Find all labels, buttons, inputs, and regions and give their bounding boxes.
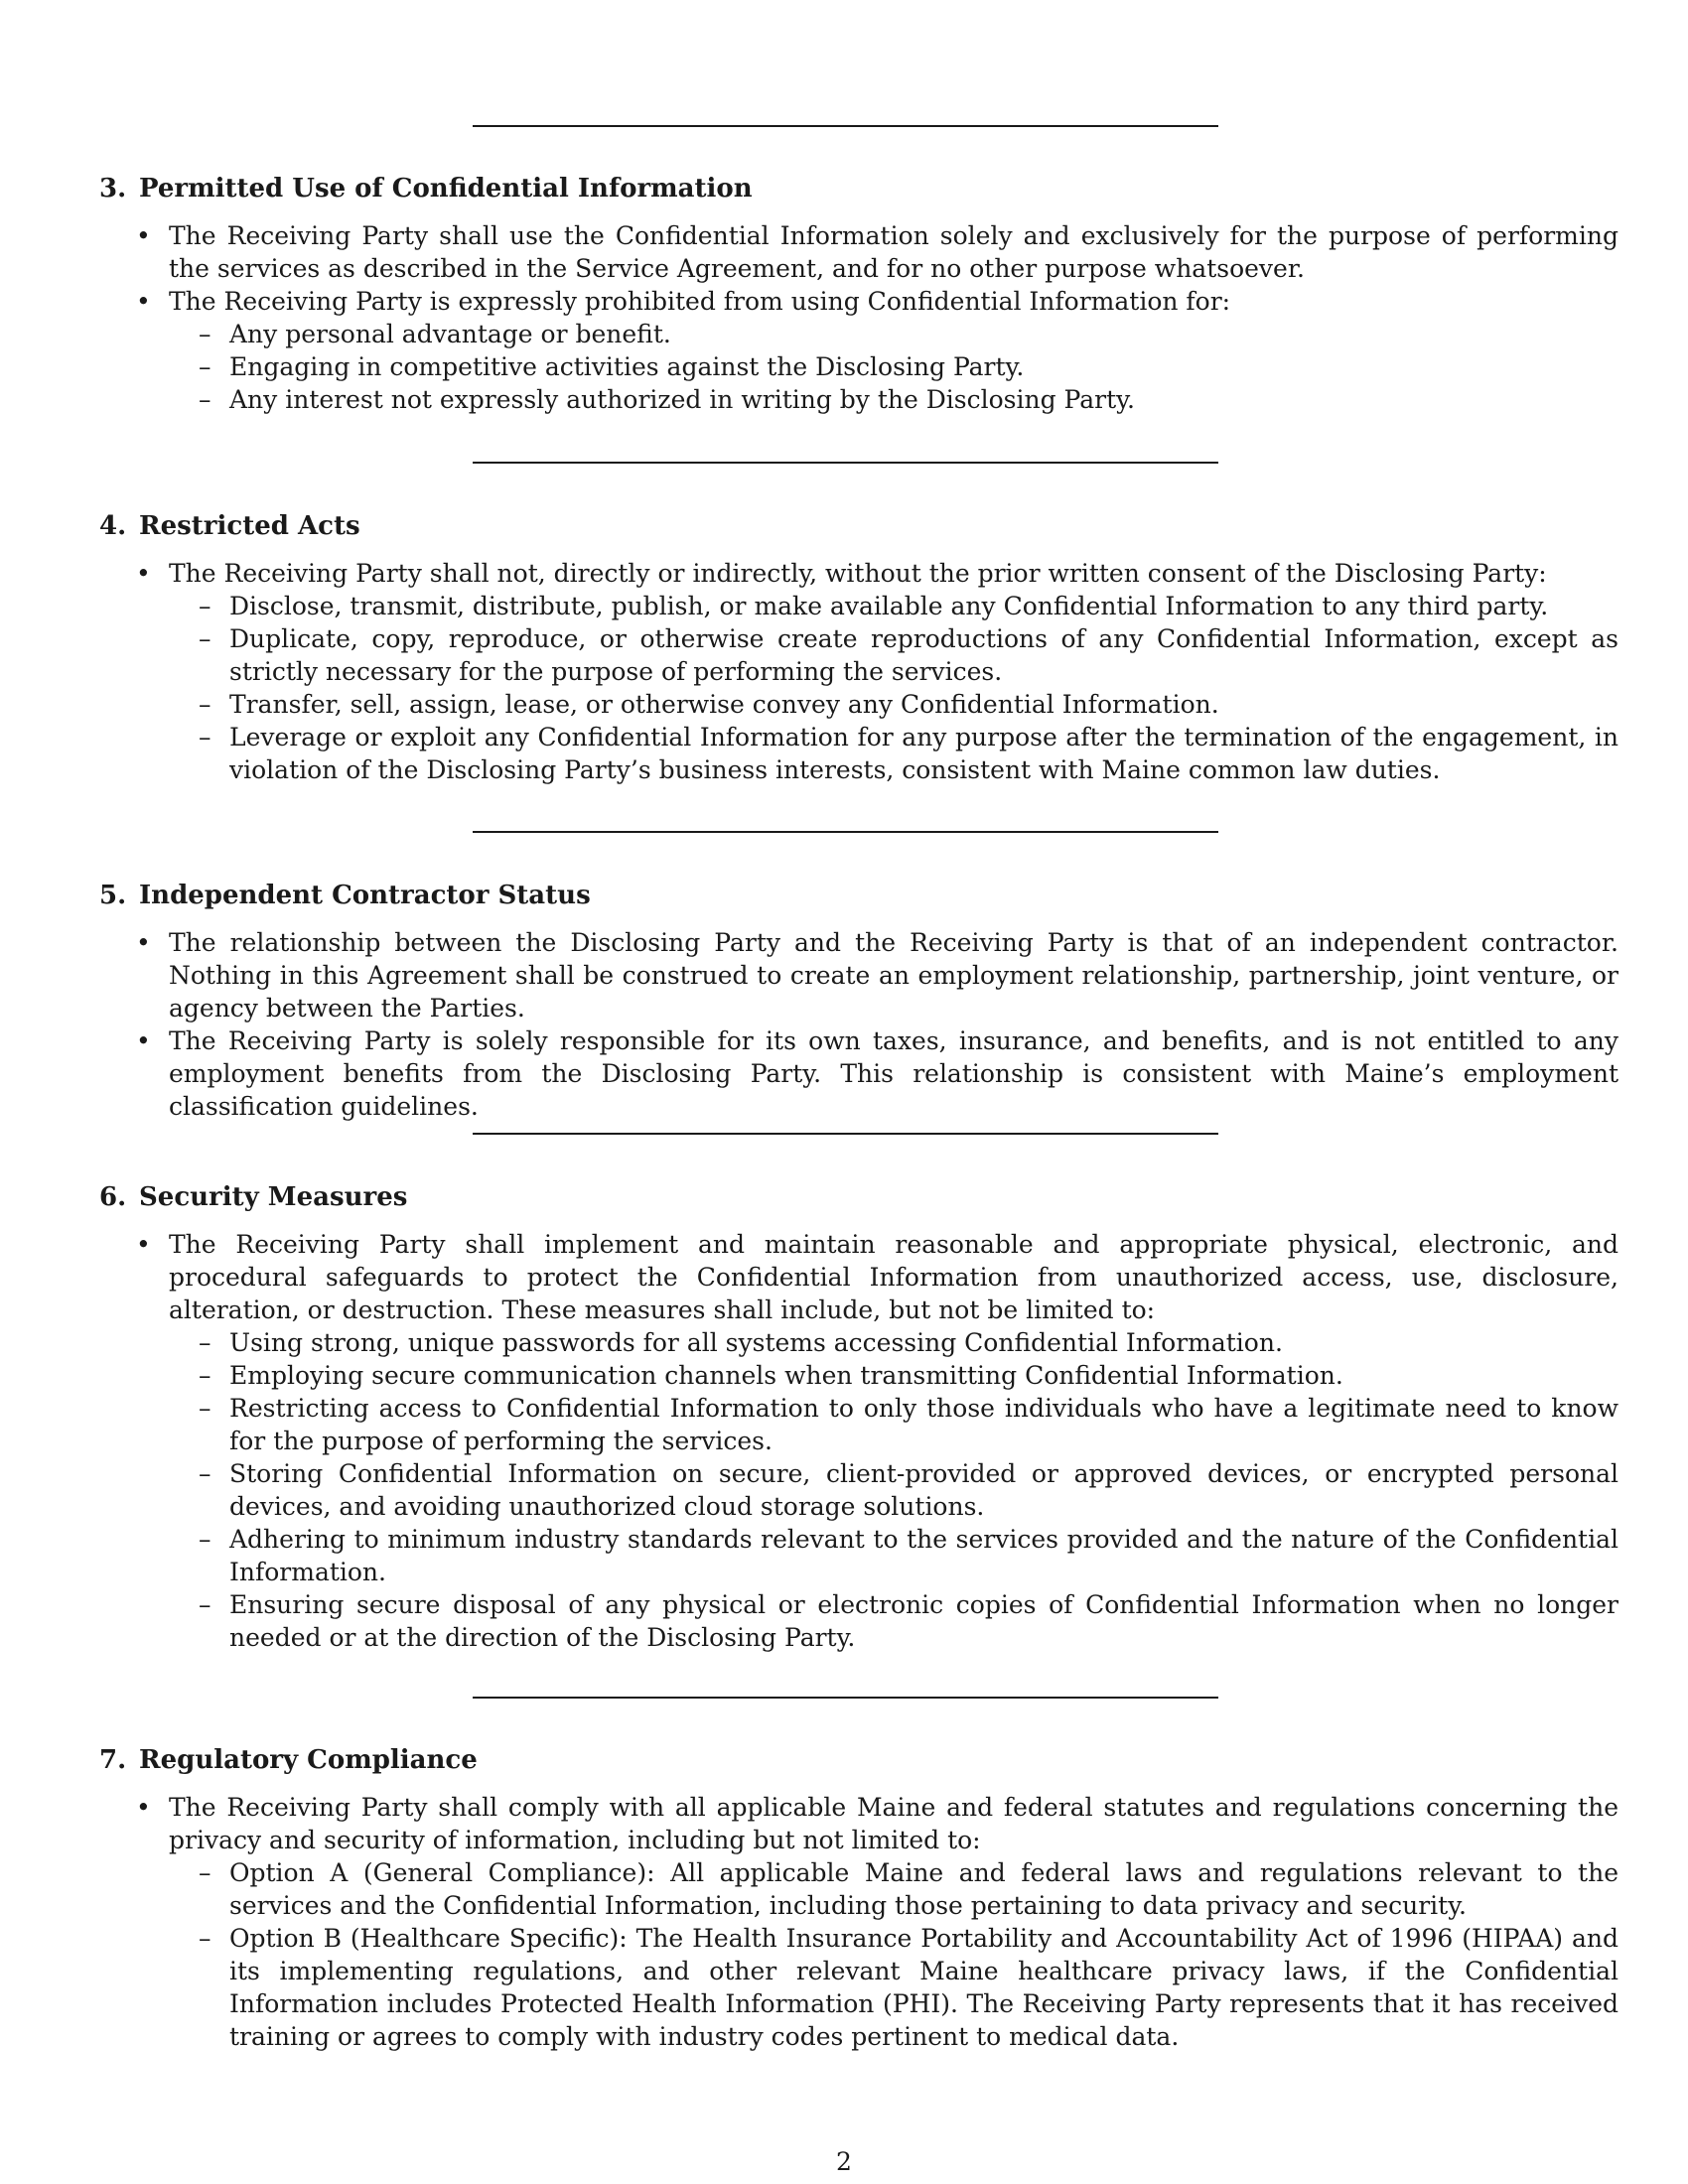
- sub-list-item: [169, 1523, 1618, 1588]
- list-item-text: The Receiving Party shall implement and maintain reasonable and appropriate physical, electronic, and procedural safeguards to protect the Confidential Information from unauthorized access, use, disclosure, alteration, or destruction. These measures shall include, but not be limited to:: [169, 1230, 1618, 1324]
- list-item-text: The Receiving Party shall comply with all applicable Maine and federal statutes and regulations concerning the privacy and security of information, including but not limited to:: [169, 1793, 1618, 1854]
- dash-icon: –: [199, 1924, 211, 1953]
- bullet-icon: •: [136, 1793, 151, 1822]
- sub-list-item-text: Option A (General Compliance): All applicable Maine and federal laws and regulations relevant to the services and the Confidential Information, including those pertaining to data privacy and security.: [229, 1858, 1618, 1920]
- sub-list-item-text: Ensuring secure disposal of any physical or electronic copies of Confidential Information when no longer needed or at the direction of the Disclosing Party.: [229, 1590, 1618, 1652]
- list-item-text: The relationship between the Disclosing Party and the Receiving Party is that of an independent contractor. Nothing in this Agreement shall be construed to create an employment relationship, partnership, joint venture, or agency between the Parties.: [169, 928, 1618, 1023]
- dash-icon: –: [199, 624, 211, 653]
- sub-list-item-text: Storing Confidential Information on secure, client-provided or approved devices, or encrypted personal devices, and avoiding unauthorized cloud storage solutions.: [229, 1459, 1618, 1521]
- dash-icon: –: [199, 320, 211, 348]
- section-title: Security Measures: [139, 1182, 408, 1212]
- dash-icon: –: [199, 592, 211, 620]
- section-divider: [473, 831, 1218, 833]
- sub-list-item: [169, 1392, 1618, 1457]
- list-item-text: The Receiving Party is expressly prohibited from using Confidential Information for:: [169, 287, 1231, 316]
- bullet-icon: •: [136, 1026, 151, 1055]
- dash-icon: –: [199, 385, 211, 414]
- sub-list-item-text: Option B (Healthcare Specific): The Health Insurance Portability and Accountability Act of 1996 (HIPAA) and its implementing regulations, and other relevant Maine healthcare privacy laws, if the Confidential Information includes Protected Health Information (PHI). The Receiving Party represents that it has received training or agrees to comply with industry codes pertinent to medical data.: [229, 1924, 1618, 2051]
- sub-list-item: [169, 1326, 1618, 1359]
- section-heading: [99, 510, 1589, 543]
- dash-icon: –: [199, 352, 211, 381]
- sub-list-item: [169, 383, 1618, 416]
- list-item-text: The Receiving Party shall use the Confidential Information solely and exclusively for the purpose of performing the services as described in the Service Agreement, and for no other purpose whatsoever.: [169, 221, 1618, 283]
- bullet-icon: •: [136, 928, 151, 957]
- section-title: Permitted Use of Confidential Information: [139, 174, 753, 204]
- sub-list-item-text: Transfer, sell, assign, lease, or otherwise convey any Confidential Information.: [229, 690, 1219, 719]
- sub-list-item: [169, 1856, 1618, 1922]
- sub-list-item: [169, 1922, 1618, 2053]
- dash-icon: –: [199, 1858, 211, 1887]
- sub-list-item: [169, 1457, 1618, 1523]
- sub-list-item-text: Duplicate, copy, reproduce, or otherwise create reproductions of any Confidential Information, except as strictly necessary for the purpose of performing the services.: [229, 624, 1618, 686]
- dash-icon: –: [199, 1328, 211, 1357]
- section-title: Regulatory Compliance: [139, 1745, 478, 1775]
- section-number: 3.: [99, 174, 127, 204]
- sub-list-item-text: Any interest not expressly authorized in writing by the Disclosing Party.: [229, 385, 1135, 414]
- sub-list-item-text: Leverage or exploit any Confidential Information for any purpose after the termination of the engagement, in violation of the Disclosing Party’s business interests, consistent with Maine common law duties.: [229, 723, 1618, 784]
- bullet-icon: •: [136, 559, 151, 588]
- section-divider: [473, 125, 1218, 127]
- section-number: 4.: [99, 511, 127, 541]
- section-heading: [99, 1181, 1589, 1214]
- bullet-icon: •: [136, 287, 151, 316]
- bullet-icon: •: [136, 221, 151, 250]
- section-number: 6.: [99, 1182, 127, 1212]
- bullet-icon: •: [136, 1230, 151, 1259]
- sub-list-item: [169, 1359, 1618, 1392]
- section-number: 5.: [99, 881, 127, 910]
- sub-list-item: [169, 1588, 1618, 1654]
- sub-list-item: [169, 318, 1618, 350]
- section-5: [99, 880, 1618, 1123]
- section-title: Restricted Acts: [139, 511, 360, 541]
- list-item: [99, 219, 1618, 285]
- sub-list-item: [169, 721, 1618, 786]
- list-item-text: The Receiving Party is solely responsible for its own taxes, insurance, and benefits, and is not entitled to any employment benefits from the Disclosing Party. This relationship is consistent with Maine’s employment classification guidelines.: [169, 1026, 1618, 1121]
- section-heading: [99, 880, 1589, 912]
- list-item: [99, 557, 1618, 786]
- sub-list-item: [169, 622, 1618, 688]
- section-number: 7.: [99, 1745, 127, 1775]
- dash-icon: –: [199, 1361, 211, 1390]
- dash-icon: –: [199, 1590, 211, 1619]
- section-4: [99, 510, 1618, 786]
- dash-icon: –: [199, 723, 211, 751]
- section-heading: [99, 1744, 1589, 1777]
- section-divider: [473, 1697, 1218, 1699]
- dash-icon: –: [199, 1459, 211, 1488]
- sub-list-item-text: Employing secure communication channels when transmitting Confidential Information.: [229, 1361, 1343, 1390]
- section-7: [99, 1744, 1618, 2053]
- section-6: [99, 1181, 1618, 1654]
- sub-list-item: [169, 688, 1618, 721]
- list-item: [99, 285, 1618, 416]
- list-item: [99, 1791, 1618, 2053]
- dash-icon: –: [199, 1394, 211, 1423]
- sub-list-item-text: Adhering to minimum industry standards relevant to the services provided and the nature of the Confidential Information.: [229, 1525, 1618, 1586]
- sub-list-item-text: Using strong, unique passwords for all systems accessing Confidential Information.: [229, 1328, 1283, 1357]
- list-item: [99, 926, 1618, 1024]
- sub-list-item-text: Engaging in competitive activities against the Disclosing Party.: [229, 352, 1025, 381]
- dash-icon: –: [199, 1525, 211, 1554]
- page-number: 2: [836, 2147, 852, 2176]
- sub-list-item-text: Restricting access to Confidential Information to only those individuals who have a legitimate need to know for the purpose of performing the services.: [229, 1394, 1618, 1455]
- section-3: [99, 173, 1618, 416]
- section-divider: [473, 462, 1218, 464]
- sub-list-item-text: Disclose, transmit, distribute, publish, or make available any Confidential Information to any third party.: [229, 592, 1549, 620]
- list-item-text: The Receiving Party shall not, directly or indirectly, without the prior written consent of the Disclosing Party:: [169, 559, 1547, 588]
- section-divider: [473, 1133, 1218, 1135]
- list-item: [99, 1228, 1618, 1654]
- sub-list-item: [169, 350, 1618, 383]
- section-title: Independent Contractor Status: [139, 881, 591, 910]
- section-heading: [99, 173, 1589, 205]
- sub-list-item: [169, 590, 1618, 622]
- list-item: [99, 1024, 1618, 1123]
- dash-icon: –: [199, 690, 211, 719]
- sub-list-item-text: Any personal advantage or benefit.: [229, 320, 671, 348]
